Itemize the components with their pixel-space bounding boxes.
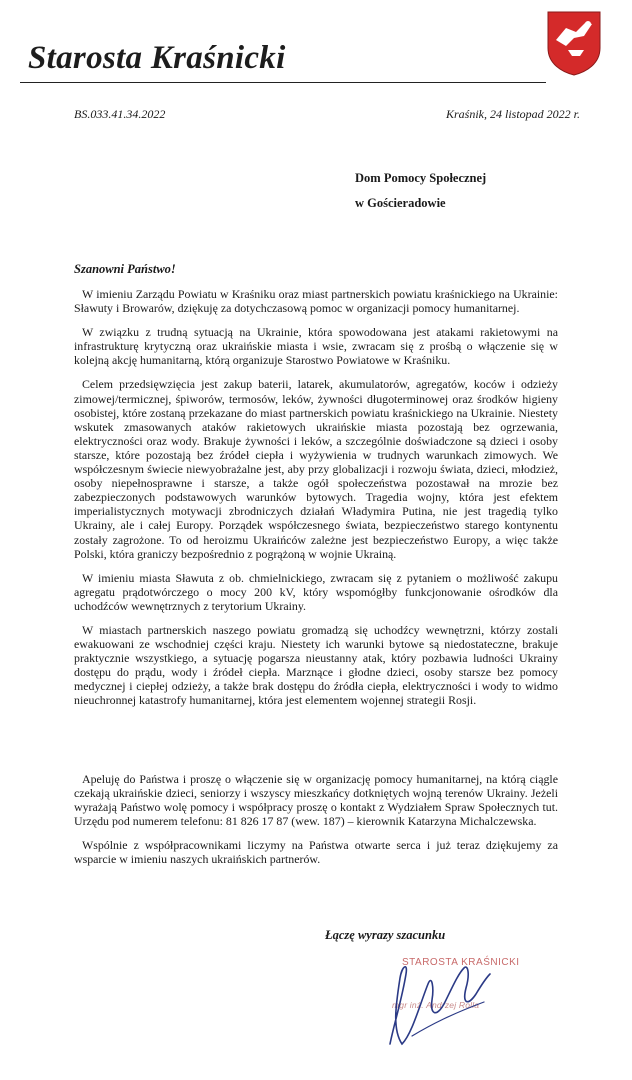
recipient-line-1: Dom Pomocy Społecznej <box>355 171 487 185</box>
letterhead-rule <box>20 82 546 83</box>
letter-body <box>74 287 558 718</box>
coat-of-arms-icon <box>546 10 602 76</box>
salutation: Szanowni Państwo! <box>74 262 176 276</box>
regards-line: Łączę wyrazy szacunku <box>325 928 446 942</box>
stamp-name: mgr inż. Andrzej Rolla <box>392 1000 480 1010</box>
body-paragraph: W imieniu miasta Sławuta z ob. chmielnickiego, zwracam się z pytaniem o możliwość zakupu agregatu prądotwórczego o mocy 200 kV, który wspomógłby funkcjonowanie ośrodków dla uchodźców wewnętrznych z terytorium Ukrainy. <box>74 570 558 613</box>
closing-paragraph: Wspólnie z współpracownikami liczymy na Państwa otwarte serca i już teraz dziękujemy za wsparcie w imieniu naszych ukraińskich partnerów. <box>74 838 558 867</box>
reference-number: BS.033.41.34.2022 <box>74 107 166 121</box>
letterhead-title: Starosta Kraśnicki <box>28 40 286 76</box>
body-paragraph: W związku z trudną sytuacją na Ukrainie, która spowodowana jest atakami rakietowymi na infrastrukturę krytyczną oraz ukraińskie miasta i wsie, zwracam się z prośbą o włączenie się w kolejną akcję humanitarną, którą organizuje Starostwo Powiatowe w Kraśniku. <box>74 325 558 368</box>
body-paragraph: W miastach partnerskich naszego powiatu gromadzą się uchodźcy wewnętrzni, którzy zostali ewakuowani ze wschodniej części kraju. Niestety ich warunki bytowe są niedostateczne, brakuje praktycznie wszystkiego, a sytuację pogarsza nieustanny atak, który pozbawia ludności Ukrainy dostępu do prądu, wody i źródeł ciepła. Marznące i głodne dzieci, osoby starsze bez pomocy medycznej i ciepłej odzieży, a także brak dostępu do źródła ciepła, elektryczności i wody to widmo nieuchronnej katastrofy humanitarnej, która jest elementem wojennej strategii Rosji. <box>74 622 558 708</box>
handwritten-signature-icon <box>372 944 522 1054</box>
place-date: Kraśnik, 24 listopad 2022 r. <box>445 107 580 121</box>
body-paragraph: W imieniu Zarządu Powiatu w Kraśniku oraz miast partnerskich powiatu kraśnickiego na Ukrainie: Sławuty i Browarów, dziękuję za dotychczasową pomoc w organizacji pomocy humanitarnej. <box>74 287 558 316</box>
letter-closing <box>74 772 558 877</box>
stamp-title: STAROSTA KRAŚNICKI <box>402 957 520 968</box>
recipient-line-2: w Gościeradowie <box>355 196 446 210</box>
closing-paragraph: Apeluję do Państwa i proszę o włączenie się w organizację pomocy humanitarnej, na którą ciągle czekają ukraińskie dzieci, seniorzy i wszyscy mieszkańcy dotkniętych wojną terenów Ukrainy. Jeżeli wyrażają Państwo wolę pomocy i współpracy proszę o kontakt z Wydziałem Spraw Społecznych tut. Urzędu pod numerem telefonu: 81 826 17 87 (wew. 187) – kierownik Katarzyna Michalczewska. <box>74 772 558 829</box>
body-paragraph: Celem przedsięwzięcia jest zakup baterii, latarek, akumulatorów, agregatów, koców i odzieży zimowej/termicznej, śpiworów, termosów, leków, żywności długoterminowej oraz środków higieny osobistej, które zostaną przekazane do miast partnerskich powiatu kraśnickiego na Ukrainie. Niestety wskutek zmasowanych ataków rakietowych ukraińskie miasta pozostają bez ogrzewania, elektryczności oraz wody. Brakuje żywności i leków, a szczególnie doświadczone są dzieci i osoby starsze, które pozostają bez źródeł ciepła i wyżywienia w trudnych warunkach zimowych. We współczesnym świecie niewyobrażalne jest, aby przy globalizacji i rozwoju świata, dzieci, młodzież, osoby niepełnosprawne i starsze, a także ogół społeczeństwa pozostawał na mrozie bez zabezpieczonych podstawowych warunków bytowych. Tragedia wojny, która jest efektem imperialistycznych motywacji zbrodniczych działań Władymira Putina, nie jest tragedią tylko Ukrainy, ale i całej Europy. Porządek współczesnego świata, bezpieczeństwo starego kontynentu zostały zagrożone. To od heroizmu Ukraińców zależne jest bezpieczeństwo Europy, a więc także Polski, która graniczy bezpośrednio z pogrążoną w wojnie Ukrainą. <box>74 377 558 561</box>
